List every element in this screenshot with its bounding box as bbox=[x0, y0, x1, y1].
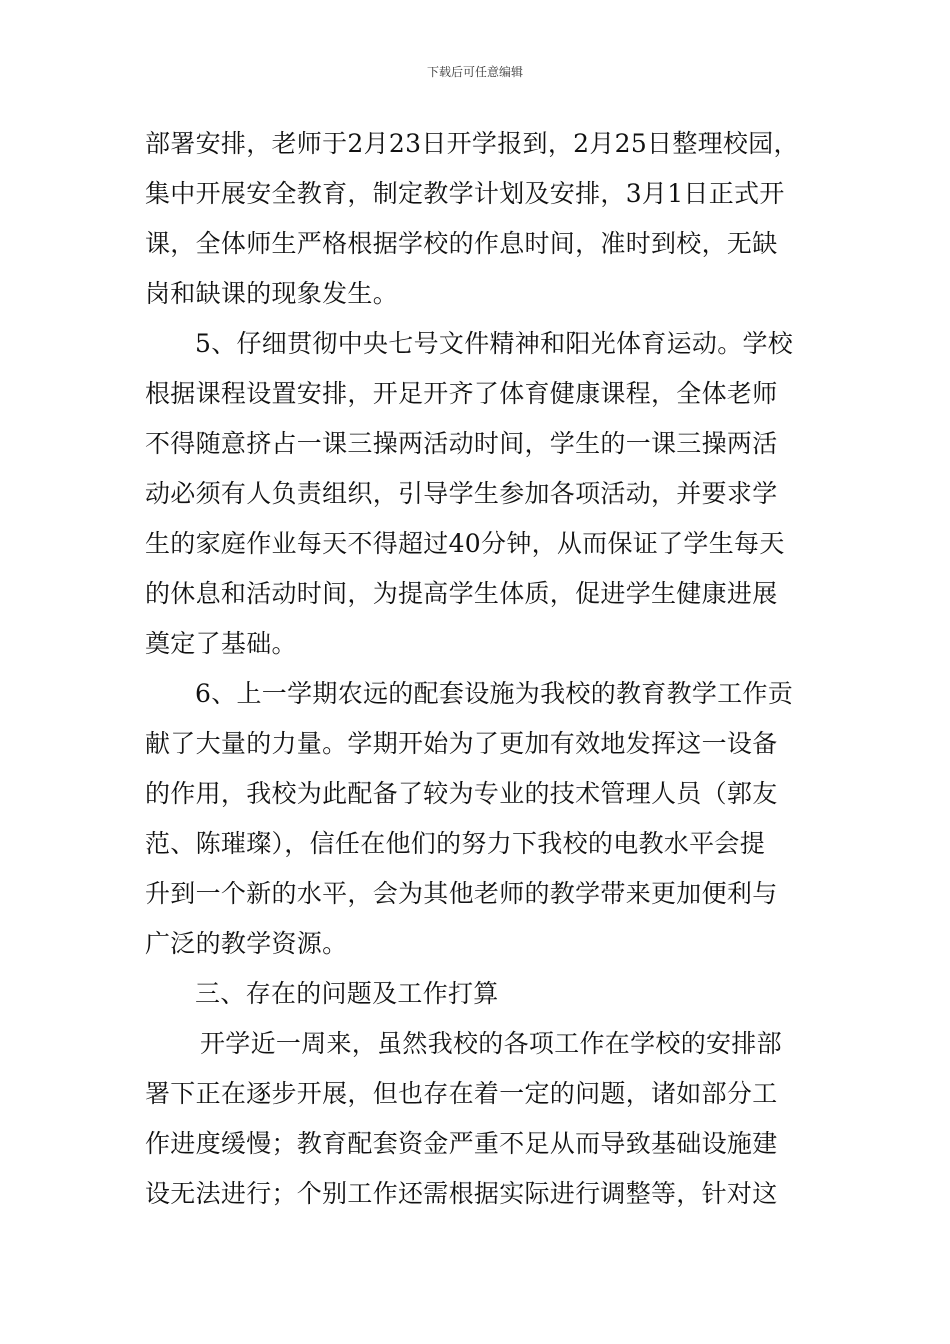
text-line: 范、陈璀璨），信任在他们的努力下我校的电教水平会提 bbox=[145, 829, 766, 858]
text-line: 部署安排，老师于2月23日开学报到，2月25日整理校园， bbox=[145, 129, 799, 158]
text-line: 作进度缓慢；教育配套资金严重不足从而导致基础设施建 bbox=[145, 1129, 778, 1158]
text-line: 生的家庭作业每天不得超过40分钟，从而保证了学生每天 bbox=[145, 529, 785, 558]
text-line: 奠定了基础。 bbox=[145, 629, 297, 658]
section-heading: 三、存在的问题及工作打算 bbox=[195, 979, 499, 1008]
text-line: 不得随意挤占一课三操两活动时间，学生的一课三操两活 bbox=[145, 429, 778, 458]
page-header: 下载后可任意编辑 bbox=[426, 65, 523, 79]
text-line: 的作用，我校为此配备了较为专业的技术管理人员（郭友 bbox=[145, 779, 778, 808]
text-line: 根据课程设置安排，开足开齐了体育健康课程，全体老师 bbox=[145, 379, 778, 408]
text-line: 的休息和活动时间，为提高学生体质，促进学生健康进展 bbox=[145, 579, 778, 608]
text-line: 升到一个新的水平，会为其他老师的教学带来更加便利与 bbox=[145, 879, 778, 908]
text-line: 广泛的教学资源。 bbox=[145, 929, 348, 958]
paragraph-first-line: 开学近一周来，虽然我校的各项工作在学校的安排部 bbox=[200, 1029, 782, 1058]
text-line: 献了大量的力量。学期开始为了更加有效地发挥这一设备 bbox=[145, 729, 778, 758]
paragraph-6-first-line: 6、上一学期农远的配套设施为我校的教育教学工作贡 bbox=[195, 679, 794, 708]
text-line: 设无法进行；个别工作还需根据实际进行调整等，针对这 bbox=[145, 1179, 778, 1208]
text-line: 集中开展安全教育，制定教学计划及安排，3月1日正式开 bbox=[145, 179, 785, 208]
text-line: 署下正在逐步开展，但也存在着一定的问题，诸如部分工 bbox=[145, 1079, 778, 1108]
text-line: 岗和缺课的现象发生。 bbox=[145, 279, 399, 308]
text-line: 课，全体师生严格根据学校的作息时间，准时到校，无缺 bbox=[145, 229, 778, 258]
text-line: 动必须有人负责组织，引导学生参加各项活动，并要求学 bbox=[145, 479, 778, 508]
paragraph-5-first-line: 5、仔细贯彻中央七号文件精神和阳光体育运动。学校 bbox=[195, 329, 794, 358]
